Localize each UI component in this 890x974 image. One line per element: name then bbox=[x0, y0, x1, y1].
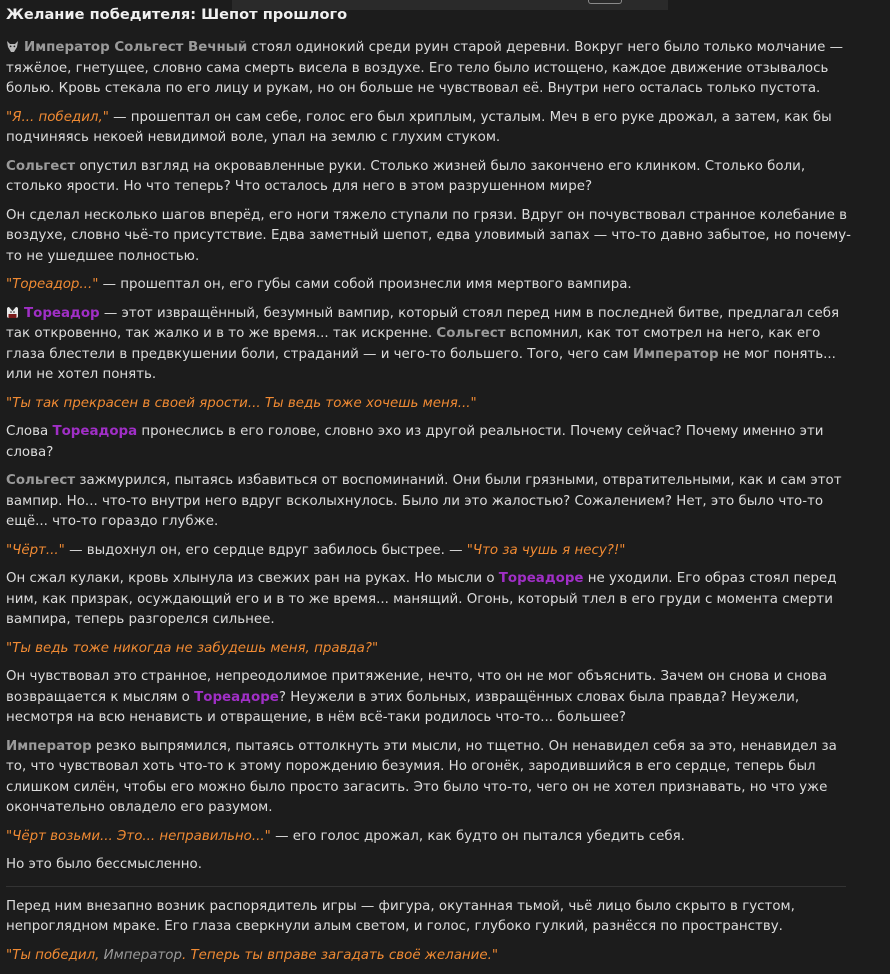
character-solgest: Сольгест bbox=[6, 158, 76, 174]
character-solgest: Сольгест bbox=[436, 326, 506, 341]
paragraph: Сольгест опустил взгляд на окровавленные руки. Столько жизней было закончено его клинком. Столько боли, столько ярости. Но что теперь? Что осталось для него в этом разрушенном мире? bbox=[6, 158, 806, 194]
character-toreador: Тореадоре bbox=[498, 571, 584, 586]
character-toreador: Тореадора bbox=[52, 424, 138, 439]
dialogue-quote: "Чёрт..." bbox=[6, 542, 65, 558]
character-imperator: Император bbox=[103, 947, 182, 963]
paragraph: Он чувствовал это странное, непреодолимое притяжение, нечто, что он не мог объяснить. Зачем он снова и снова возвращается к мыслям о Тореадоре? Неужели в этих больных, извращённых словах была правда? Неужели, несмотря на всю ненависть и отвращение, в нём всё-таки родилось что-то... большее? bbox=[6, 669, 828, 725]
story-content bbox=[6, 5, 854, 974]
divider bbox=[6, 886, 846, 887]
dialogue-quote: "Тореадор..." bbox=[6, 277, 99, 292]
character-imperator: Император Сольгест Вечный bbox=[24, 40, 248, 55]
paragraph bbox=[6, 639, 854, 660]
character-imperator: Император bbox=[632, 346, 719, 362]
paragraph: Тореадор — этот извращённый, безумный вампир, который стоял перед ним в последней битве, предлагал себя так откровенно, так жалко и в то же время... так искренне. Сольгест вспомнил, как тот смотрел на него, как его глаза блестели в предвкушении боли, страданий — и чего-то большего. Того, чего сам Император не мог понять... или не хотел понять. bbox=[6, 305, 840, 382]
character-toreador: Тореадоре bbox=[194, 689, 279, 705]
toolbar-handle[interactable] bbox=[588, 0, 622, 4]
paragraph: Сольгест зажмурился, пытаясь избавиться от воспоминаний. Они были грязными, отвратительными, как и сам этот вампир. Но... что-то внутри него вдруг всколыхнулось. Было ли это жалостью? Сожалением? Нет, это было что-то ещё... что-то гораздо глубже. bbox=[6, 473, 842, 529]
wolf-icon bbox=[6, 40, 19, 53]
paragraph: Но это было бессмысленно. bbox=[6, 857, 202, 872]
paragraph: "Тореадор..." — прошептал он, его губы сами собой произнесли имя мертвого вампира. bbox=[6, 277, 632, 292]
dialogue-quote: "Что за чушь я несу?!" bbox=[466, 542, 626, 558]
dialogue-quote: "Ты ведь тоже никогда не забудешь меня, правда?" bbox=[6, 640, 379, 656]
paragraph: "Чёрт..." — выдохнул он, его сердце вдруг забилось быстрее. — "Что за чушь я несу?!" bbox=[6, 542, 626, 558]
story-title: Желание победителя: Шепот прошлого bbox=[6, 6, 348, 23]
paragraph: Император Сольгест Вечный стоял одинокий среди руин старой деревни. Вокруг него было только молчание — тяжёлое, гнетущее, словно сама смерть висела в воздухе. Его тело было истощено, каждое движение отзывалось болью. Кровь стекала по его лицу и рукам, но он больше не чувствовал её. Внутри него осталась только пустота. bbox=[6, 40, 843, 96]
character-toreador: Тореадор bbox=[24, 305, 100, 321]
paragraph: Слова Тореадора пронеслись в его голове, словно эхо из другой реальности. Почему сейчас? Почему именно эти слова? bbox=[6, 424, 824, 460]
vampire-icon bbox=[6, 306, 19, 319]
character-imperator: Император bbox=[6, 738, 92, 754]
paragraph: Перед ним внезапно возник распорядитель игры — фигура, окутанная тьмой, чьё лицо было скрыто в густом, непроглядном мраке. Его глаза сверкнули алым светом, и голос, глубоко гулкий, разнёсся по пространству. bbox=[6, 898, 795, 934]
paragraph bbox=[6, 946, 854, 967]
dialogue-quote: "Ты победил, bbox=[6, 947, 104, 963]
dialogue-quote: "Я... победил," bbox=[6, 109, 109, 125]
dialogue-quote: . Теперь ты вправе загадать своё желание." bbox=[181, 947, 499, 963]
dialogue-quote: "Ты так прекрасен в своей ярости... Ты ведь тоже хочешь меня..." bbox=[6, 395, 477, 411]
paragraph: "Я... победил," — прошептал он сам себе, голос его был хриплым, усталым. Меч в его руке дрожал, а затем, как бы подчиняясь некоей невидимой воле, упал на землю с глухим стуком. bbox=[6, 109, 832, 145]
paragraph: Он сжал кулаки, кровь хлынула из свежих ран на руках. Но мысли о Тореадоре не уходили. Его образ стоял перед ним, как призрак, осуждающий его и в то же время... манящий. Огонь, который тлел в его груди с момента смерти вампира, теперь разгорелся сильнее. bbox=[6, 571, 837, 627]
character-solgest: Сольгест bbox=[6, 473, 76, 488]
paragraph: "Чёрт возьми... Это... неправильно..." — его голос дрожал, как будто он пытался убедить себя. bbox=[6, 828, 685, 844]
paragraph: Он сделал несколько шагов вперёд, его ноги тяжело ступали по грязи. Вдруг он почувствовал странное колебание в воздухе, словно чьё-то присутствие. Едва заметный шепот, едва уловимый запах — что-то давно забытое, но почему-то не ушедшее полностью. bbox=[6, 207, 852, 264]
dialogue-quote: "Чёрт возьми... Это... неправильно..." bbox=[6, 828, 271, 844]
paragraph bbox=[6, 394, 854, 415]
paragraph: Император резко выпрямился, пытаясь оттолкнуть эти мысли, но тщетно. Он ненавидел себя за это, ненавидел за то, что чувствовал хоть что-то к этому порождению безумия. Но огонёк, зародившийся в его сердце, теперь был слишком силён, чтобы его можно было просто загасить. Это было что-то, чего он не хотел признавать, но что уже окончательно овладело его разумом. bbox=[6, 738, 837, 815]
